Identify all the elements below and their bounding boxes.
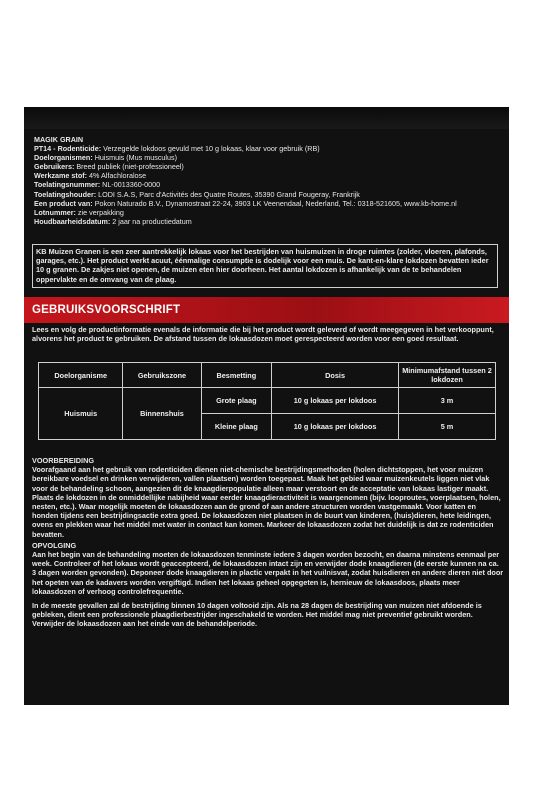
table-cell: 5 m xyxy=(399,414,496,440)
table-header: Minimumafstand tussen 2 lokdozen xyxy=(399,363,496,388)
product-label-panel xyxy=(24,107,509,705)
table-header: Dosis xyxy=(272,363,399,388)
top-shade xyxy=(24,107,509,129)
product-info-block xyxy=(34,135,502,226)
table-cell: Huismuis xyxy=(39,388,123,440)
info-row: Een product van: Pokon Naturado B.V., Dynamostraat 22-24, 3903 LK Veenendaal, Nederland, Tel.: 0318-521605, www.kb-home.nl xyxy=(34,198,457,208)
info-row: Toelatingshouder: LODI S.A.S, Parc d'Activités des Quatre Routes, 35390 Grand Fougeray, Frankrijk xyxy=(34,189,360,199)
opvolging-text: Aan het begin van de behandeling moeten de lokaasdozen tenminste iedere 3 dagen worden bezocht, en daarna minstens eenmaal per week. Controleer of het lokaas wordt geaccepteerd, de lokaasdozen intact zijn en verwijder dode knaagdieren (de eerste kunnen na ca. 3 dagen worden gevonden). Deponeer dode knaagdieren in plactic verpakt in het vuilnisvat, zodat huisdieren en andere dieren niet door het opeten van de kadavers worden vergiftigd. Indien het lokaas geheel opgegeten is, hernieuw de lokaasdoos, plaats meer lokaasdozen of verhoog controlefrequentie. xyxy=(32,550,504,596)
table-row xyxy=(39,388,496,414)
voorbereiding-text: Voorafgaand aan het gebruik van rodenticiden dienen niet-chemische bestrijdingsmethoden (holen dichtstoppen, het voor muizen bereikbare voedsel en drinken verwijderen, vallen plaatsen) worden toegepast. Maak het gebied waar muizenkeutels liggen niet vlak voor de behandeling schoon, aangezien dit de knaagdierpopulatie alleen maar verstoort en de acceptatie van lokaas lastiger maakt. Plaats de lokdozen in de onmiddellijke nabijheid waar eerder knaagdieractiviteit is waargenomen (bijv. looproutes, voerplaatsen, holen, nesten, etc.). Waar mogelijk moeten de lokaasdozen aan de grond of aan andere structuren worden vastgemaakt. Voor katten en honden tijdens een bestrijdingsactie extra goed. De lokaasdozen niet plaatsen in de buurt van kinderen, (huis)dieren, hete leidingen, ovens en plekken waar het middel met water in contact kan komen. Markeer de lokaasdozen zodat het duidelijk is dat ze rodenticiden bevatten. xyxy=(32,465,501,539)
info-row: Doelorganismen: Huismuis (Mus musculus) xyxy=(34,153,177,163)
table-header: Doelorganisme xyxy=(39,363,123,388)
section-header xyxy=(24,297,509,323)
table-header: Besmetting xyxy=(201,363,272,388)
voorbereiding-heading: VOORBEREIDING xyxy=(32,456,95,465)
section-title: GEBRUIKSVOORSCHRIFT xyxy=(32,304,181,316)
info-row: Lotnummer: zie verpakking xyxy=(34,207,124,217)
closing-text: In de meeste gevallen zal de bestrijding binnen 10 dagen voltooid zijn. Als na 28 dagen de bestrijding van muizen niet afdoende is gebleken, dient een professionele plaagdierbestrijder ingeschakeld te worden. Het middel mag niet preventief gebruikt worden. Verwijder de lokaasdozen aan het einde van de behandelperiode. xyxy=(32,601,482,629)
info-row: Werkzame stof: 4% Alfachloralose xyxy=(34,171,147,181)
table-cell: 10 g lokaas per lokdoos xyxy=(272,414,399,440)
table-cell: Grote plaag xyxy=(201,388,272,414)
table-cell: Binnenshuis xyxy=(123,388,201,440)
info-row: Gebruikers: Breed publiek (niet-professioneel) xyxy=(34,162,184,172)
table-cell: Kleine plaag xyxy=(201,414,272,440)
lead-text: Lees en volg de productinformatie evenals de informatie die bij het product wordt geleverd of wordt meegegeven in het verkooppunt, alvorens het product te gebruiken. De afstand tussen de lokaasdozen moet gerespecteerd worden voor een goed resultaat. xyxy=(32,325,494,344)
opvolging-heading: OPVOLGING xyxy=(32,540,77,550)
table-header-row xyxy=(39,363,496,388)
info-row: PT14 - Rodenticide: Verzegelde lokdoos gevuld met 10 g lokaas, klaar voor gebruik (RB) xyxy=(34,144,320,154)
dosage-table xyxy=(38,362,496,440)
info-row: Toelatingsnummer: NL-0013360-0000 xyxy=(34,180,161,190)
instructions-body xyxy=(32,456,504,631)
info-row: MAGIK GRAIN xyxy=(34,135,84,144)
table-cell: 10 g lokaas per lokdoos xyxy=(272,388,399,414)
intro-box: KB Muizen Granen is een zeer aantrekkelijk lokaas voor het bestrijden van huismuizen in droge ruimtes (zolder, vloeren, plafonds, garages, etc.). Het product werkt acuut, éénmalige consumptie is dodelijk voor een muis. De kant-en-klare lokdozen bevatten ieder 10 g granen. De zakjes niet openen, de muizen eten hier doorheen. Het aantal lokdozen is afhankelijk van de te behandelen oppervlakte en de omvang van de plaag. xyxy=(32,244,498,288)
table-cell: 3 m xyxy=(399,388,496,414)
table-header: Gebruikszone xyxy=(123,363,201,388)
info-row: Houdbaarheidsdatum: 2 jaar na productiedatum xyxy=(34,216,192,226)
